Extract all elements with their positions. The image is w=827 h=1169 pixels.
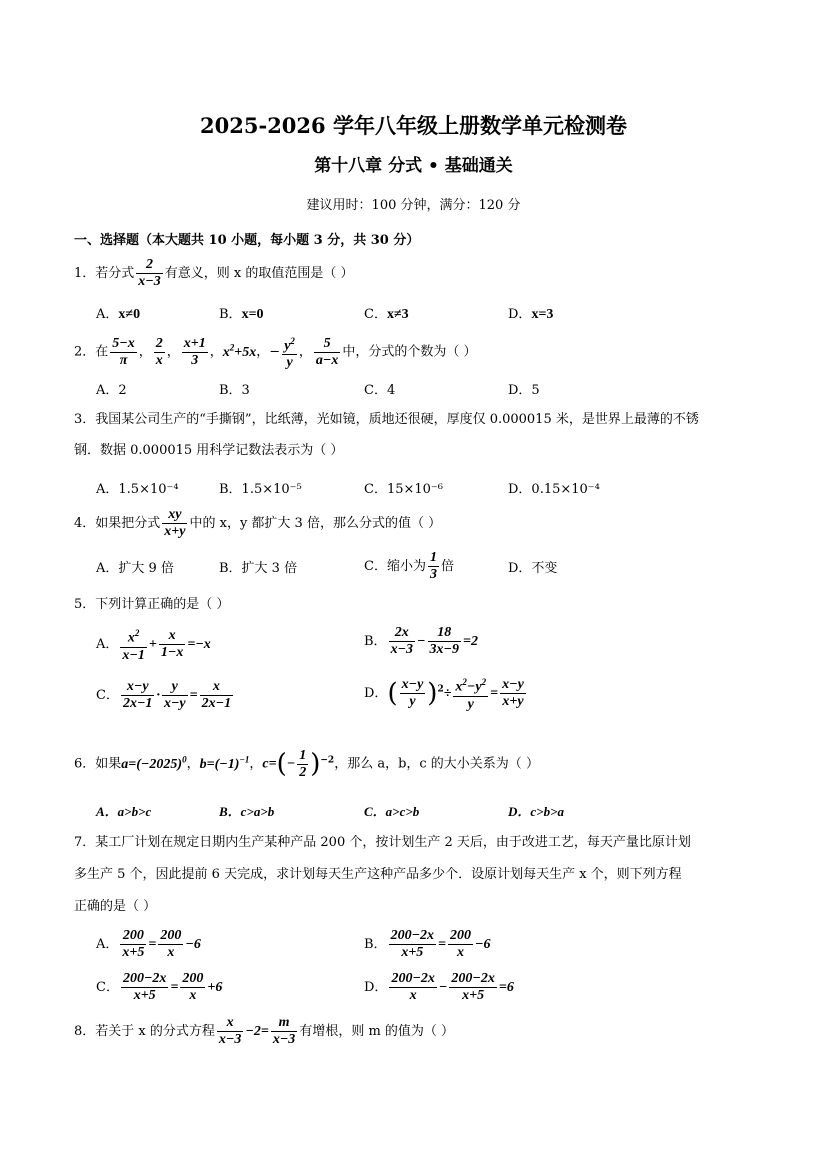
option-c[interactable]: C．a>c>b: [364, 804, 420, 819]
option-d[interactable]: D．c>b>a: [508, 804, 564, 819]
option-d[interactable]: D．5: [508, 383, 540, 398]
option-d[interactable]: D．不变: [508, 561, 558, 576]
option-b[interactable]: B．3: [219, 383, 250, 398]
option-b[interactable]: B．1.5×10⁻⁵: [219, 482, 302, 497]
time-score-hint: 建议用时：100 分钟，满分：120 分: [306, 198, 521, 213]
option-a[interactable]: A． $\frac{200}{x+5}$ = $\frac{200}{x}$ −6: [96, 928, 201, 960]
option-c[interactable]: C．15×10⁻⁶: [364, 482, 443, 497]
option-d[interactable]: D．x=3: [508, 307, 554, 322]
option-a[interactable]: A．1.5×10⁻⁴: [96, 482, 179, 497]
question-3-line-2: 钢．数据 0.000015 用科学记数法表示为（ ）: [74, 443, 344, 458]
question-6: 6．如果$a=(-2025)^0$，$b=(-1)^{-1}$，c=(− $\frac{1}{2}$ )$^{-2}$，那么 a，b，c 的大小关系为（ ）: [74, 747, 539, 780]
section-heading: 一、选择题（本大题共 10 小题，每小题 3 分，共 30 分）: [74, 233, 420, 248]
option-a[interactable]: A．a>b>c: [96, 804, 152, 819]
option-c[interactable]: C． $\frac{x-y}{2x-1}$ · $\frac{y}{x-y}$ = $\frac{x}{2x-1}$: [96, 679, 232, 711]
page-title: 2025-2026 学年八年级上册数学单元检测卷: [200, 113, 627, 138]
option-a[interactable]: A．x≠0: [96, 307, 141, 322]
chapter-subtitle: 第十八章 分式 • 基础通关: [314, 156, 513, 176]
question-4: 4．如果把分式 $\frac{xy}{x+y}$ 中的 x，y 都扩大 3 倍，那么分式的值（ ）: [74, 507, 442, 539]
option-c[interactable]: C．x≠3: [364, 307, 409, 322]
option-b[interactable]: B．扩大 3 倍: [219, 561, 298, 576]
option-d[interactable]: D．0.15×10⁻⁴: [508, 482, 600, 497]
option-b[interactable]: B． $\frac{2x}{x-3}$ − $\frac{18}{3x-9}$ =2: [364, 625, 478, 657]
option-c[interactable]: C．缩小为 $\frac{1}{3}$ 倍: [364, 550, 454, 582]
option-c[interactable]: C． $\frac{200-2x}{x+5}$ = $\frac{200}{x}$ +6: [96, 971, 223, 1003]
question-5: 5．下列计算正确的是（ ）: [74, 597, 230, 612]
option-b[interactable]: B．x=0: [219, 307, 264, 322]
option-a[interactable]: A．2: [96, 383, 127, 398]
option-b[interactable]: B．c>a>b: [219, 804, 275, 819]
question-7-line-2: 多生产 5 个，因此提前 6 天完成，求计划每天生产这种产品多少个．设原计划每天生产 x 个，则下列方程: [74, 867, 682, 882]
option-d[interactable]: D．( $\frac{x-y}{y}$ )$^2$÷ $\frac{x^2-y^2}{y}$ = $\frac{x-y}{x+y}$: [364, 674, 528, 713]
option-d[interactable]: D． $\frac{200-2x}{x}$ − $\frac{200-2x}{x+5}$ =6: [364, 971, 514, 1003]
question-7-line-3: 正确的是（ ）: [74, 899, 157, 914]
option-c[interactable]: C．4: [364, 383, 396, 398]
fraction: $\frac{2}{x-3}$: [138, 257, 161, 289]
question-2: 2．在 $\frac{5-x}{\pi}$ ， $\frac{2}{x}$ ， $\frac{x+1}{3}$ ，$x^2+5x$，− $\frac{y^2}{y}$ ， $\frac{5}{a-x}$ 中，分式的个数为（ ）: [74, 332, 477, 371]
question-8: 8．若关于 x 的分式方程 $\frac{x}{x-3}$ −2= $\frac{m}{x-3}$ 有增根，则 m 的值为（ ）: [74, 1015, 455, 1047]
option-b[interactable]: B． $\frac{200-2x}{x+5}$ = $\frac{200}{x}$ −6: [364, 928, 491, 960]
question-3-line-1: 3．我国某公司生产的“手撕钢”，比纸薄，光如镜，质地还很硬，厚度仅 0.000015 米，是世界上最薄的不锈: [74, 412, 699, 427]
option-a[interactable]: A．扩大 9 倍: [96, 561, 174, 576]
question-1: 1．若分式 $\frac{2}{x-3}$ 有意义，则 x 的取值范围是（ ）: [74, 257, 354, 289]
question-7-line-1: 7．某工厂计划在规定日期内生产某种产品 200 个，按计划生产 2 天后，由于改进工艺，每天产量比原计划: [74, 835, 691, 850]
option-a[interactable]: A． $\frac{x^2}{x-1}$ + $\frac{x}{1-x}$ =−x: [96, 625, 211, 664]
